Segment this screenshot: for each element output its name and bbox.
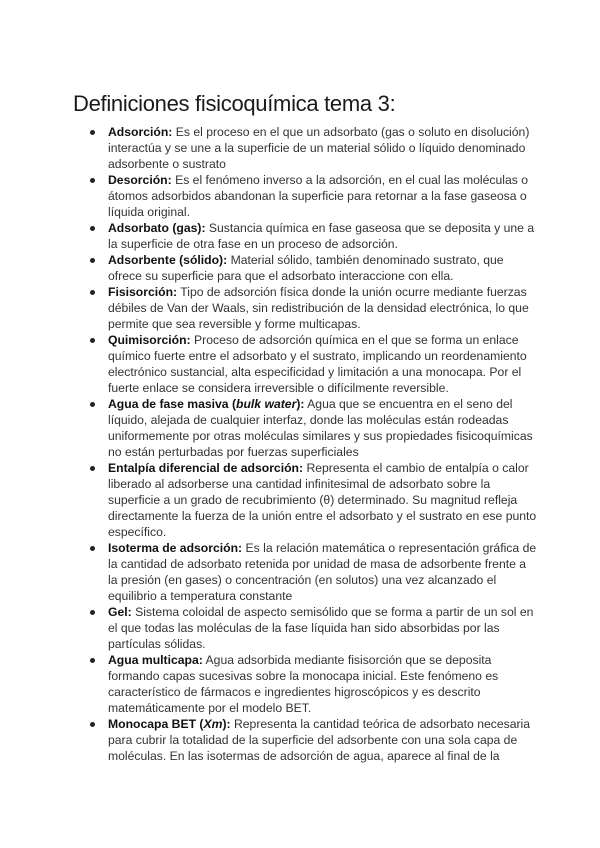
definition-term: Adsorbente (sólido): xyxy=(108,253,228,267)
definition-text: Representa el cambio de entalpía o calor liberado al adsorberse una cantidad infinitesimal de adsorbato sobre la superficie a un grado de recubrimiento (θ) determinado. Su magnitud refleja directamente la fuerza de la unión entre el adsorbato y el sustrato en ese punto específico. xyxy=(108,461,537,539)
definition-item xyxy=(88,332,538,396)
definition-term: Isoterma de adsorción: xyxy=(108,541,243,555)
definition-item xyxy=(88,716,538,764)
bullet-icon xyxy=(90,658,95,663)
bullet-icon xyxy=(90,402,95,407)
definition-term: Agua de fase masiva (bulk water): xyxy=(108,397,305,411)
definition-item xyxy=(88,124,538,172)
bullet-icon xyxy=(90,466,95,471)
definition-item xyxy=(88,604,538,652)
definitions-list xyxy=(88,124,538,764)
definition-item xyxy=(88,220,538,252)
definition-term: Adsorbato (gas): xyxy=(108,221,206,235)
definition-text: Representa la cantidad teórica de adsorbato necesaria para cubrir la totalidad de la superficie del adsorbente con una sola capa de moléculas. En las isotermas de adsorción de agua, aparece al final de la xyxy=(108,717,531,763)
bullet-icon xyxy=(90,610,95,615)
bullet-icon xyxy=(90,546,95,551)
definition-item xyxy=(88,652,538,716)
definition-text: Es el fenómeno inverso a la adsorción, en el cual las moléculas o átomos adsorbidos abandonan la superficie para retornar a la fase gaseosa o líquida original. xyxy=(108,173,529,219)
bullet-icon xyxy=(90,226,95,231)
definition-item xyxy=(88,460,538,540)
definition-text: Sustancia química en fase gaseosa que se deposita y une a la superficie de otra fase en un proceso de adsorción. xyxy=(108,221,535,251)
definition-term: Gel: xyxy=(108,605,132,619)
bullet-icon xyxy=(90,290,95,295)
bullet-icon xyxy=(90,258,95,263)
bullet-icon xyxy=(90,178,95,183)
definition-item xyxy=(88,252,538,284)
definition-text: Material sólido, también denominado sustrato, que ofrece su superficie para que el adsorbato interaccione con ella. xyxy=(108,253,504,283)
definition-term: Fisisorción: xyxy=(108,285,178,299)
definition-term: Quimisorción: xyxy=(108,333,191,347)
definition-text: Proceso de adsorción química en el que se forma un enlace químico fuerte entre el adsorbato y el sustrato, implicando un reordenamiento electrónico sustancial, alta especificidad y limitación a una monocapa. Por el fuerte enlace se considera irreversible o difícilmente reversible. xyxy=(108,333,527,395)
document-title: Definiciones fisicoquímica tema 3: xyxy=(73,91,396,116)
definition-term: Entalpía diferencial de adsorción: xyxy=(108,461,304,475)
definition-text: Agua adsorbida mediante fisisorción que se deposita formando capas sucesivas sobre la monocapa inicial. Este fenómeno es característico de fármacos e ingredientes higroscópicos y es descrito matemáticamente por el modelo BET. xyxy=(108,653,499,715)
definition-item xyxy=(88,284,538,332)
bullet-icon xyxy=(90,338,95,343)
definition-text: Tipo de adsorción física donde la unión ocurre mediante fuerzas débiles de Van der Waals, sin redistribución de la densidad electrónica, lo que permite que sea reversible y forme multicapas. xyxy=(108,285,529,331)
definition-item xyxy=(88,540,538,604)
definition-text: Es la relación matemática o representación gráfica de la cantidad de adsorbato retenida por unidad de masa de adsorbente frente a la presión (en gases) o concentración (en solutos) una vez alcanzado el equilibrio a temperatura constante xyxy=(108,541,537,603)
definition-item xyxy=(88,396,538,460)
definition-term: Desorción: xyxy=(108,173,172,187)
bullet-icon xyxy=(90,722,95,727)
definition-term: Monocapa BET (Xm): xyxy=(108,717,231,731)
definition-item xyxy=(88,172,538,220)
bullet-icon xyxy=(90,130,95,135)
definition-text: Sistema coloidal de aspecto semisólido que se forma a partir de un sol en el que todas las moléculas de la fase líquida han sido absorbidas por las partículas sólidas. xyxy=(108,605,534,651)
definition-text: Agua que se encuentra en el seno del líquido, alejada de cualquier interfaz, donde las moléculas están rodeadas uniformemente por otras moléculas similares y sus propiedades fisicoquímicas no están perturbadas por fuerzas superficiales xyxy=(108,397,533,459)
definition-term: Agua multicapa: xyxy=(108,653,203,667)
definition-term: Adsorción: xyxy=(108,125,173,139)
definition-text: Es el proceso en el que un adsorbato (gas o soluto en disolución) interactúa y se une a la superficie de un material sólido o líquido denominado adsorbente o sustrato xyxy=(108,125,530,171)
